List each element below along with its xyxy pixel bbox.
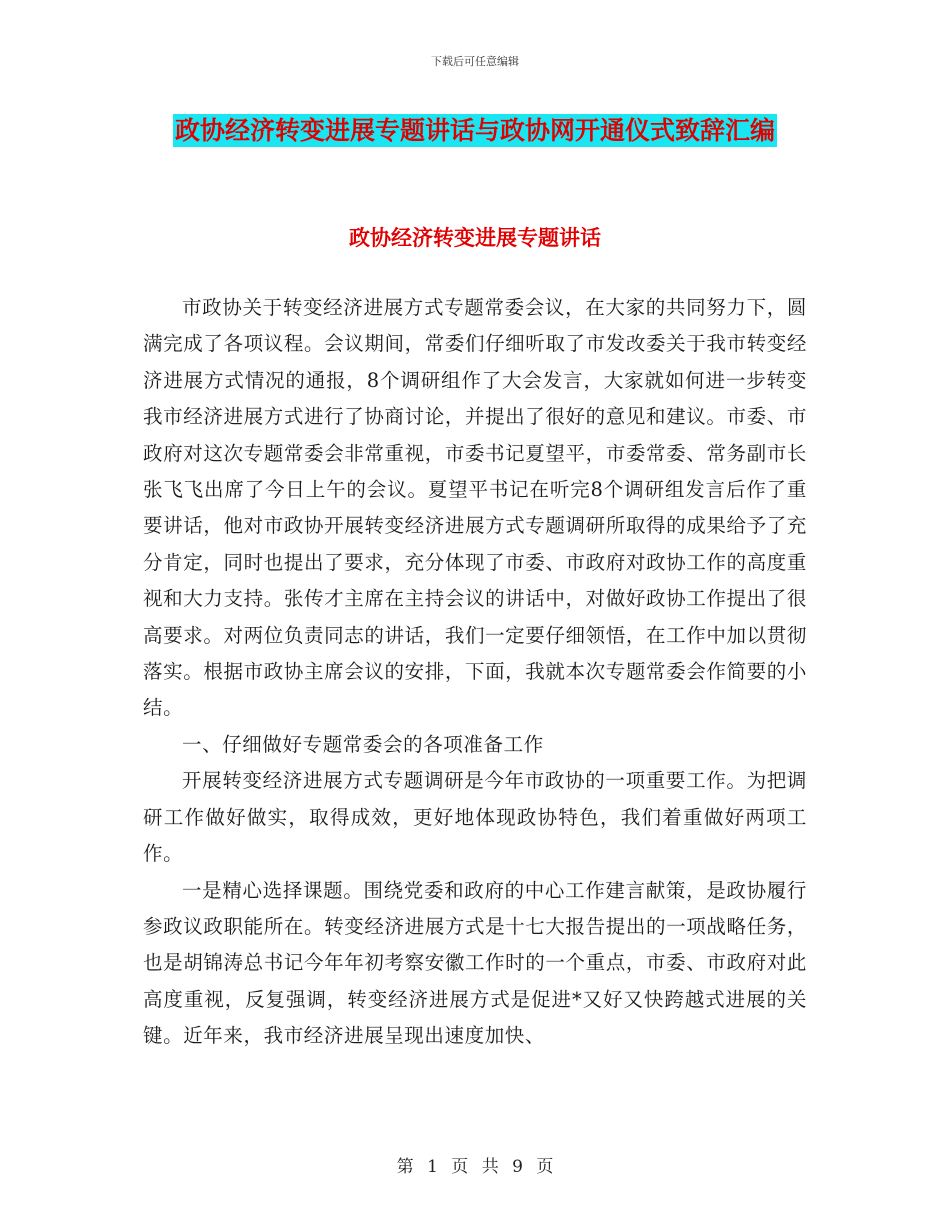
header-note: 下载后可任意编辑 [431,55,519,68]
paragraph: 市政协关于转变经济进展方式专题常委会议，在大家的共同努力下，圆满完成了各项议程。会议期间，常委们仔细听取了市发改委关于我市转变经济进展方式情况的通报，8个调研组作了大会发言，大家就如何进一步转变我市经济进展方式进行了协商讨论，并提出了很好的意见和建议。市委、市政府对这次专题常委会非常重视，市委书记夏望平，市委常委、常务副市长张飞飞出席了今日上午的会议。夏望平书记在听完8个调研组发言后作了重要讲话，他对市政协开展转变经济进展方式专题调研所取得的成果给予了充分肯定，同时也提出了要求，充分体现了市委、市政府对政协工作的高度重视和大力支持。张传才主席在主持会议的讲话中，对做好政协工作提出了很高要求。对两位负责同志的讲话，我们一定要仔细领悟，在工作中加以贯彻落实。根据市政协主席会议的安排，下面，我就本次专题常委会作简要的小结。 [143,296,807,720]
document-title-text: 政协经济转变进展专题讲话与政协网开通仪式致辞汇编 [174,116,775,145]
body-text [143,290,807,1055]
section-title: 政协经济转变进展专题讲话 [349,226,601,250]
paragraph: 一是精心选择课题。围绕党委和政府的中心工作建言献策，是政协履行参政议政职能所在。转变经济进展方式是十七大报告提出的一项战略任务，也是胡锦涛总书记今年年初考察安徽工作时的一个重点，市委、市政府对此高度重视，反复强调，转变经济进展方式是促进*又好又快跨越式进展的关键。近年来，我市经济进展呈现出速度加快、 [143,878,807,1048]
document-title [140,108,810,154]
paragraph: 开展转变经济进展方式专题调研是今年市政协的一项重要工作。为把调研工作做好做实，取得成效，更好地体现政协特色，我们着重做好两项工作。 [143,769,807,866]
paragraph-heading: 一、仔细做好专题常委会的各项准备工作 [182,732,544,756]
page-footer: 第 1 页 共 9 页 [396,1157,554,1177]
